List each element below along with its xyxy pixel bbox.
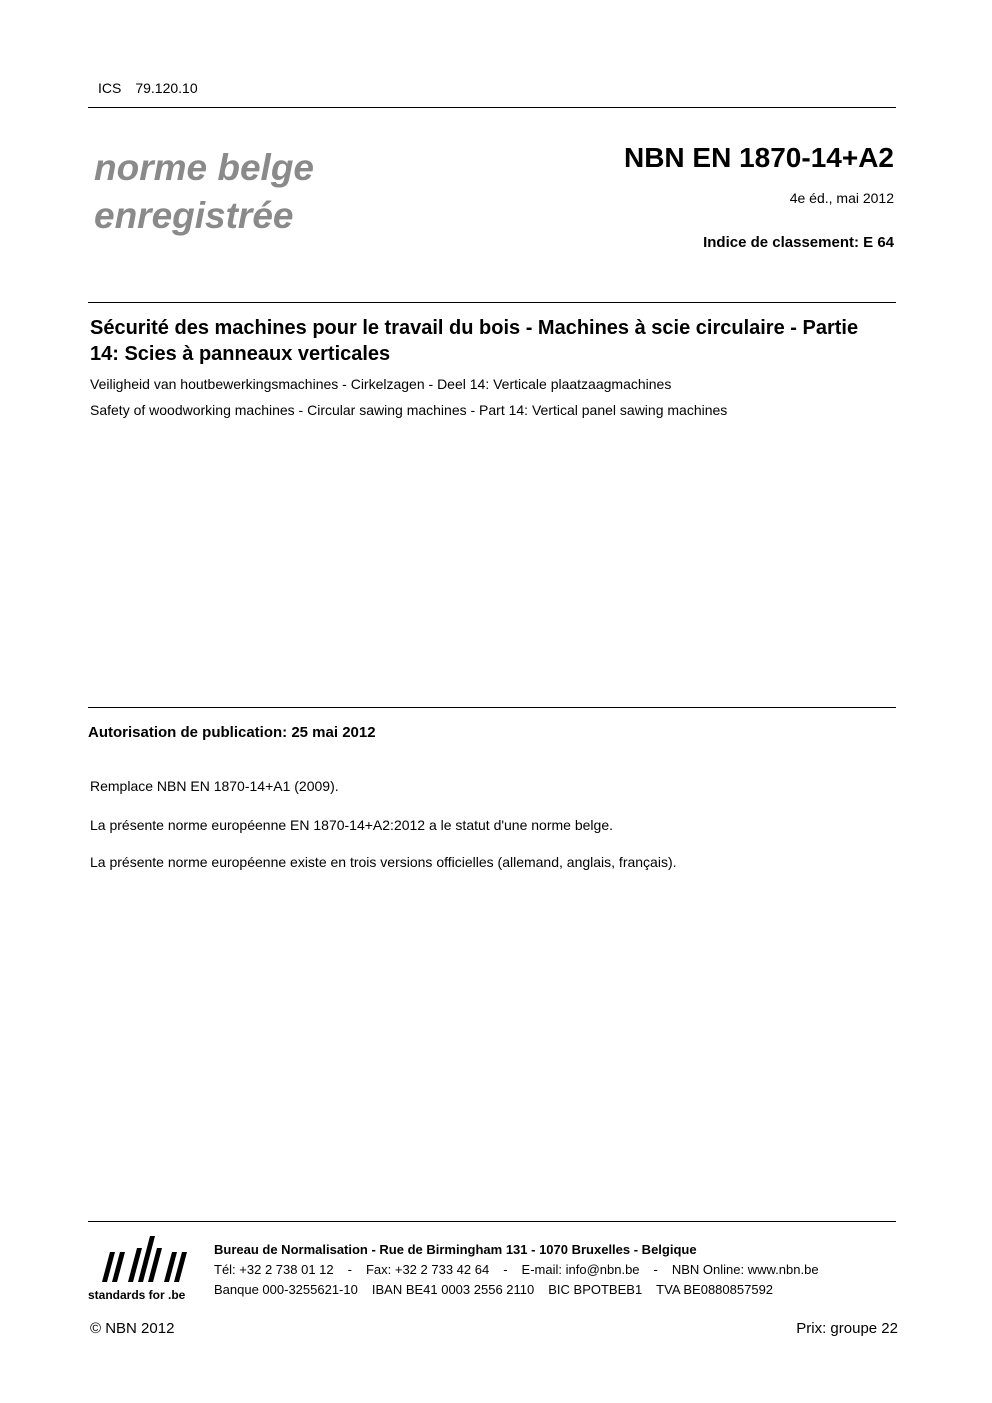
bureau-address: Bureau de Normalisation - Rue de Birmingham 131 - 1070 Bruxelles - Belgique	[214, 1242, 697, 1257]
logo-tagline: standards for .be	[88, 1288, 186, 1302]
bank-account: Banque 000-3255621-10	[214, 1282, 358, 1297]
contact-line	[214, 1262, 833, 1277]
fax: Fax: +32 2 733 42 64	[365, 1262, 490, 1277]
brand-title	[94, 144, 314, 240]
title-english: Safety of woodworking machines - Circular sawing machines - Part 14: Vertical panel sawing machines	[90, 402, 728, 418]
standard-number: NBN EN 1870-14+A2	[623, 142, 894, 173]
edition: 4e éd., mai 2012	[789, 190, 894, 206]
footer-divider	[88, 1221, 896, 1222]
publication-authorisation: Autorisation de publication: 25 mai 2012	[88, 724, 376, 741]
ics-label: ICS	[98, 80, 122, 96]
online: NBN Online: www.nbn.be	[671, 1262, 819, 1277]
bic: BIC BPOTBEB1	[548, 1282, 643, 1297]
phone: Tél: +32 2 738 01 12	[214, 1262, 334, 1277]
title-dutch: Veiligheid van houtbewerkingsmachines - Cirkelzagen - Deel 14: Verticale plaatzaagmachines	[90, 376, 672, 392]
versions-statement: La présente norme européenne existe en trois versions officielles (allemand, anglais, français).	[90, 854, 677, 870]
title-divider	[88, 302, 896, 303]
status-statement: La présente norme européenne EN 1870-14+A2:2012 a le statut d'une norme belge.	[90, 817, 613, 833]
ics-number: 79.120.10	[135, 80, 198, 96]
separator: -	[503, 1262, 508, 1277]
nbn-logo-mark	[88, 1230, 204, 1286]
iban: IBAN BE41 0003 2556 2110	[371, 1282, 535, 1297]
vat-number: TVA BE0880857592	[656, 1282, 774, 1297]
bank-line	[214, 1282, 773, 1297]
brand-line-2: enregistrée	[94, 195, 294, 236]
separator: -	[347, 1262, 352, 1277]
body-divider	[88, 707, 896, 708]
email: E-mail: info@nbn.be	[521, 1262, 640, 1277]
separator: -	[653, 1262, 658, 1277]
price-group: Prix: groupe 22	[796, 1320, 898, 1337]
ics-code	[98, 80, 198, 96]
classification-index: Indice de classement: E 64	[703, 234, 894, 251]
top-divider	[88, 107, 896, 108]
copyright: © NBN 2012	[90, 1320, 175, 1337]
brand-line-1: norme belge	[94, 147, 314, 188]
replaces-statement: Remplace NBN EN 1870-14+A1 (2009).	[90, 778, 339, 794]
nbn-logo	[88, 1230, 204, 1306]
title-french: Sécurité des machines pour le travail du bois - Machines à scie circulaire - Partie 14: Scies à panneaux verticales	[90, 317, 859, 365]
